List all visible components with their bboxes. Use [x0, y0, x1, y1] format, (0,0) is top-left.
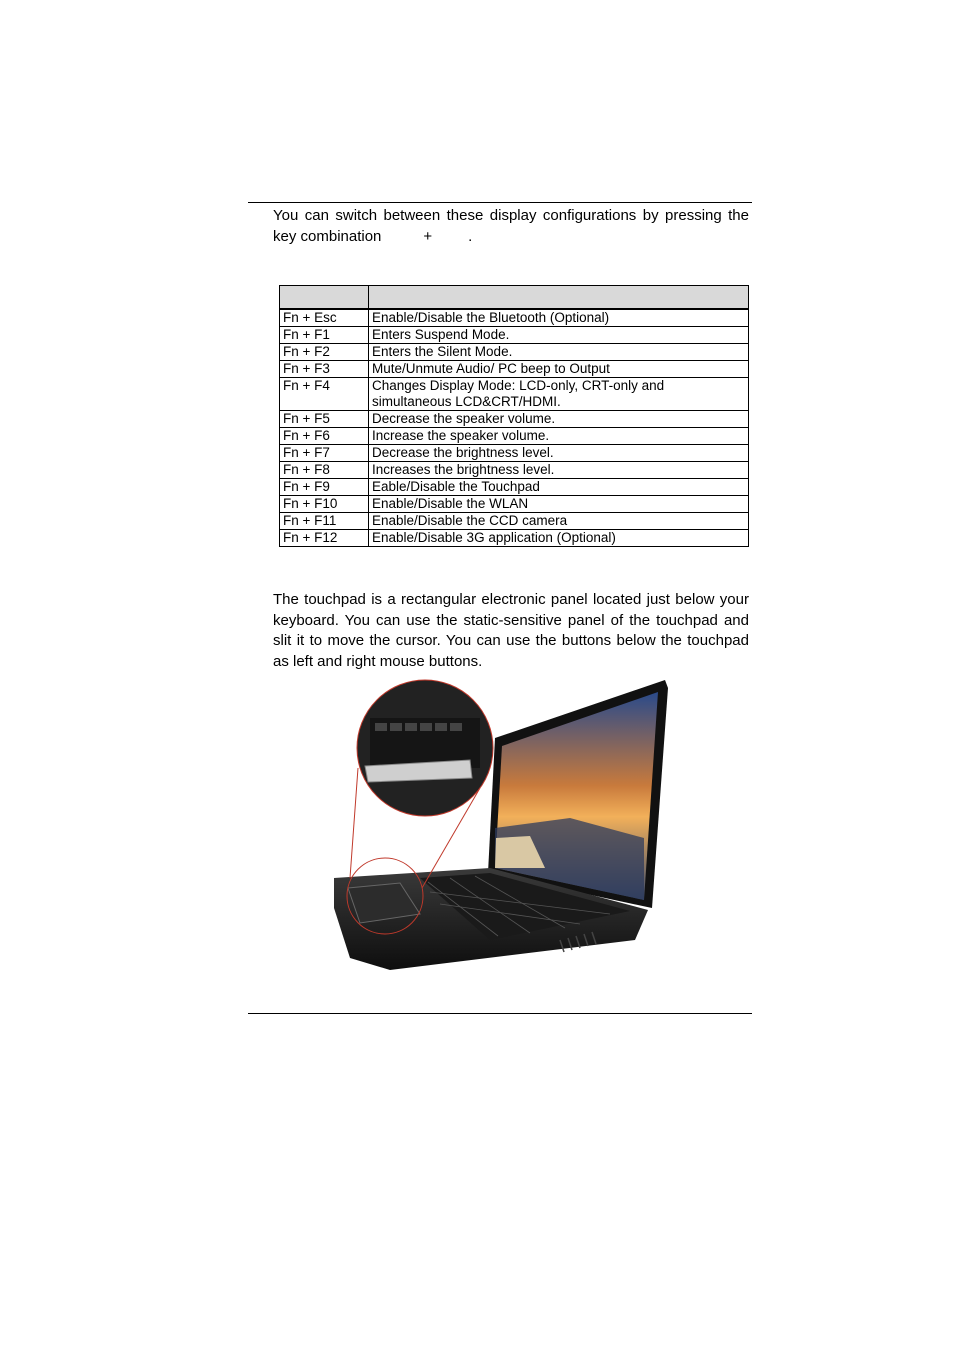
- hotkey-cell: Fn + F3: [280, 361, 369, 378]
- table-row: [280, 378, 749, 411]
- action-cell: Increase the speaker volume.: [369, 428, 749, 445]
- hotkey-cell: Fn + F7: [280, 445, 369, 462]
- laptop-touchpad-illustration-icon: [330, 678, 670, 973]
- table-row: [280, 496, 749, 513]
- hotkey-cell: Fn + F11: [280, 513, 369, 530]
- action-cell: Enable/Disable the Bluetooth (Optional): [369, 309, 749, 327]
- hotkey-table: [279, 285, 749, 547]
- display-switch-text: You can switch between these display configurations by pressing the key combination: [273, 207, 749, 245]
- table-row: [280, 411, 749, 428]
- action-cell: Eable/Disable the Touchpad: [369, 479, 749, 496]
- action-cell: Enters the Silent Mode.: [369, 344, 749, 361]
- header-cell-key: [280, 286, 369, 310]
- table-row: [280, 445, 749, 462]
- action-cell: Decrease the brightness level.: [369, 445, 749, 462]
- plus-sign: +: [423, 227, 433, 245]
- action-cell: Enable/Disable the CCD camera: [369, 513, 749, 530]
- hotkey-cell: Fn + F10: [280, 496, 369, 513]
- action-cell: Changes Display Mode: LCD-only, CRT-only and simultaneous LCD&CRT/HDMI.: [369, 378, 749, 411]
- hotkey-cell: Fn + F9: [280, 479, 369, 496]
- hotkey-cell: Fn + F2: [280, 344, 369, 361]
- table-row: [280, 462, 749, 479]
- table-row: [280, 309, 749, 327]
- action-cell: Enable/Disable 3G application (Optional): [369, 530, 749, 547]
- table-row: [280, 513, 749, 530]
- action-cell: Increases the brightness level.: [369, 462, 749, 479]
- touchpad-paragraph: The touchpad is a rectangular electronic panel located just below your keyboard. You can use the static-sensitive panel of the touchpad and slit it to move the cursor. You can use the buttons below the touchpad as left and right mouse buttons.: [273, 591, 749, 670]
- table-row: [280, 530, 749, 547]
- hotkey-cell: Fn + F6: [280, 428, 369, 445]
- table-row: [280, 327, 749, 344]
- table-row: [280, 479, 749, 496]
- hotkey-cell: Fn + F8: [280, 462, 369, 479]
- action-cell: Decrease the speaker volume.: [369, 411, 749, 428]
- hotkey-cell: Fn + Esc: [280, 309, 369, 327]
- action-cell: Enable/Disable the WLAN: [369, 496, 749, 513]
- hotkey-cell: Fn + F5: [280, 411, 369, 428]
- table-row: [280, 428, 749, 445]
- display-switch-paragraph: [273, 206, 749, 247]
- period: .: [468, 227, 473, 245]
- hotkey-cell: Fn + F12: [280, 530, 369, 547]
- hotkey-cell: Fn + F4: [280, 378, 369, 411]
- action-cell: Mute/Unmute Audio/ PC beep to Output: [369, 361, 749, 378]
- table-row: [280, 361, 749, 378]
- footer-rule: [248, 1013, 752, 1014]
- hotkey-cell: Fn + F1: [280, 327, 369, 344]
- laptop-figure: [330, 678, 670, 973]
- header-rule: [248, 202, 752, 203]
- table-header-row: [280, 286, 749, 310]
- action-cell: Enters Suspend Mode.: [369, 327, 749, 344]
- header-cell-action: [369, 286, 749, 310]
- table-row: [280, 344, 749, 361]
